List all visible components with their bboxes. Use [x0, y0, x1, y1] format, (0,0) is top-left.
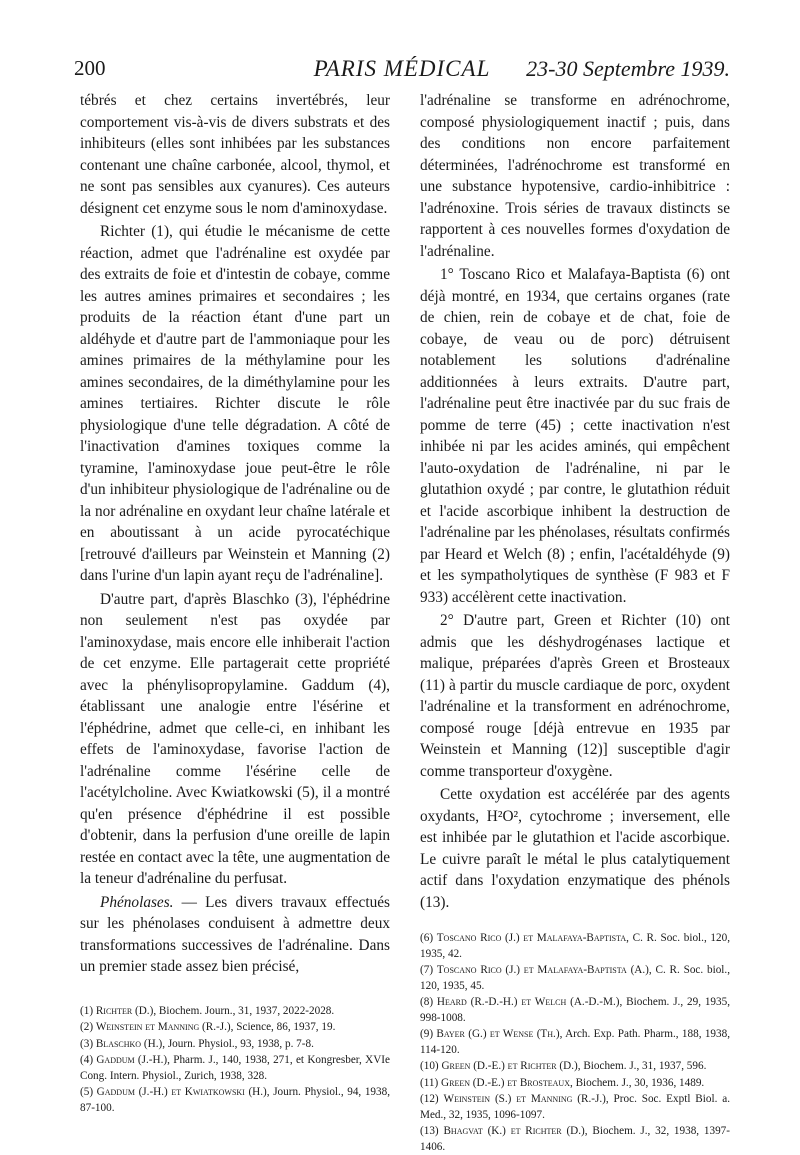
section-title: Phénolases. [100, 893, 174, 911]
footnote: (9) Bayer (G.) et Wense (Th.), Arch. Exp. Path. Pharm., 188, 1938, 114-120. [420, 1028, 731, 1056]
footnote: (13) Bhagvat (K.) et Richter (D.), Biochem. J., 32, 1938, 1397-1406. [420, 1125, 730, 1153]
footnotes-right [420, 931, 730, 1155]
paragraph [80, 892, 390, 978]
paragraph-text: — Les divers travaux effectués sur les phénolases conduisent à admettre deux transformations successives de l'adrénaline. Dans un premier stade assez bien précisé, [80, 893, 390, 975]
footnote: (10) Green (D.-E.) et Richter (D.), Biochem. J., 31, 1937, 596. [420, 1060, 707, 1072]
footnote: (4) Gaddum (J.-H.), Pharm. J., 140, 1938, 271, et Kongresber, XVIe Cong. Intern. Physiol., Zurich, 1938, 328. [80, 1054, 390, 1082]
paragraph: 2° D'autre part, Green et Richter (10) ont admis que les déshydrogénases lactique et malique, préparées d'après Green et Brosteaux (11) à partir du muscle cardiaque de porc, oxydent l'adrénaline et la transforment en adrénochrome, composé rouge [déjà entrevue en 1935 par Weinstein et Manning (12)] susceptible d'agir comme transporteur d'oxygène. [420, 612, 730, 780]
footnote: (6) Toscano Rico (J.) et Malafaya-Baptista, C. R. Soc. biol., 120, 1935, 42. [420, 932, 730, 960]
page-header [74, 56, 730, 84]
footnote: (8) Heard (R.-D.-H.) et Welch (A.-D.-M.), Biochem. J., 29, 1935, 998-1008. [420, 996, 731, 1024]
footnote: (3) Blaschko (H.), Journ. Physiol., 93, 1938, p. 7-8. [80, 1037, 314, 1050]
paragraph: tébrés et chez certains invertébrés, leur comportement vis-à-vis de divers substrats et des inhibiteurs (elles sont inhibées par les substances contenant une chaîne carbonée, alcool, thymol, et ne sont pas sensibles aux cyanures). Ces auteurs désignent cet enzyme sous le nom d'aminoxydase. [80, 92, 390, 217]
left-column [80, 90, 390, 1116]
footnote: (12) Weinstein (S.) et Manning (R.-J.), Proc. Soc. Exptl Biol. a. Med., 32, 1935, 1096-1097. [420, 1093, 730, 1121]
footnote: (7) Toscano Rico (J.) et Malafaya-Baptista (A.), C. R. Soc. biol., 120, 1935, 45. [420, 964, 730, 992]
paragraph: D'autre part, d'après Blaschko (3), l'éphédrine non seulement n'est pas oxydée par l'aminoxydase, mais encore elle inhiberait l'action de cet enzyme. Elle partagerait cette propriété avec la phénylisopropylamine. Gaddum (4), établissant une analogie entre l'ésérine et l'éphédrine, admet que celle-ci, en inhibant les effets de l'aminoxydase, favorise l'action de l'adrénaline comme l'ésérine celle de l'acétylcholine. Avec Kwiatkowski (5), il a montré qu'en présence d'éphédrine il est possible d'obtenir, dans la perfusion d'une oreille de lapin restée en contact avec la tête, une augmentation de la teneur d'adrénaline du perfusat. [80, 590, 390, 887]
footnote: (11) Green (D.-E.) et Brosteaux, Biochem. J., 30, 1936, 1489. [420, 1076, 705, 1089]
paragraph: Cette oxydation est accélérée par des agents oxydants, H²O², cytochrome ; inversement, elle est inhibée par le glutathion et l'acide ascorbique. Le cuivre paraît le métal le plus catalytiquement actif dans l'oxydation enzymatique des phénols (13). [420, 786, 730, 911]
issue-date: 23-30 Septembre 1939. [526, 56, 730, 81]
paragraph: Richter (1), qui étudie le mécanisme de cette réaction, admet que l'adrénaline est oxydée par des extraits de foie et d'intestin de cobaye, comme les autres amines primaires et secondaires ; les produits de la réaction étant d'une part un aldéhyde et d'autre part de l'ammoniaque pour les amines primaires de la méthylamine pour les amines secondaires, de la diméthylamine pour les amines tertiaires. Richter discute le rôle physiologique d'une telle dégradation. A côté de l'inactivation d'amines toxiques comme la tyramine, l'aminoxydase joue peut-être le rôle d'un inhibiteur physiologique de l'adrénaline ou de la nor adrénaline en oxydant leur chaîne latérale et en aboutissant à un acide pyrocatéchique [retrouvé d'ailleurs par Weinstein et Manning (2) dans l'urine d'un lapin ayant reçu de l'adrénaline]. [80, 223, 390, 584]
journal-title: PARIS MÉDICAL [313, 56, 491, 81]
footnote: (1) Richter (D.), Biochem. Journ., 31, 1937, 2022-2028. [80, 1004, 335, 1017]
footnote: (5) Gaddum (J.-H.) et Kwiatkowski (H.), Journ. Physiol., 94, 1938, 87-100. [80, 1086, 390, 1114]
footnotes-left [80, 1004, 390, 1117]
page-number: 200 [74, 56, 106, 80]
paragraph: l'adrénaline se transforme en adrénochrome, composé physiologiquement inactif ; puis, dans des conditions non encore parfaitement déterminées, l'adrénochrome est transformé en une substance hypotensive, cardio-inhibitrice : l'adrénoxine. Trois séries de travaux distincts se rapportent à ces nouvelles formes d'oxydation de l'adrénaline. [420, 92, 730, 260]
right-column [420, 90, 730, 1155]
paragraph: 1° Toscano Rico et Malafaya-Baptista (6) ont déjà montré, en 1934, que certains organes (rate de chien, rein de cobaye et de chat, foie de cobaye, de veau ou de porc) détruisent notablement les solutions d'adrénaline additionnées à leurs extraits. D'autre part, l'adrénaline peut être inactivée par du suc frais de pomme de terre (45) ; cette inactivation n'est inhibée ni par les acides aminés, qui empêchent l'auto-oxydation de l'adrénaline, ni par le glutathion oxydé ; par contre, le glutathion réduit et l'acide ascorbique inhibent la destruction de l'adrénaline par les phénolases, résultats confirmés par Heard et Welch (8) ; enfin, l'acétaldéhyde (9) et les sympatholytiques de synthèse (F 983 et F 933) accélèrent cette inactivation. [420, 266, 730, 606]
footnote: (2) Weinstein et Manning (R.-J.), Science, 86, 1937, 19. [80, 1021, 336, 1033]
